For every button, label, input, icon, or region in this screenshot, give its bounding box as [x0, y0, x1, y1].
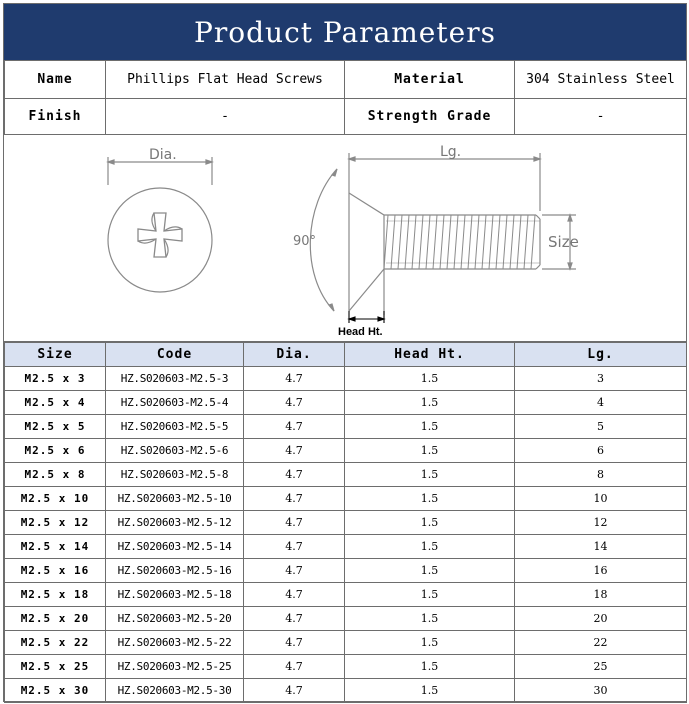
dia-cell: 4.7	[244, 511, 345, 535]
table-row	[5, 607, 687, 631]
head-ht-cell: 1.5	[345, 463, 515, 487]
table-row	[5, 415, 687, 439]
head-ht-label: Head Ht.	[338, 326, 383, 338]
table-row	[5, 487, 687, 511]
size-cell: M2.5 x 8	[5, 463, 106, 487]
head-ht-cell: 1.5	[345, 367, 515, 391]
table-row	[5, 559, 687, 583]
dia-cell: 4.7	[244, 655, 345, 679]
spec-table-body	[5, 367, 687, 703]
header-lg: Lg.	[515, 343, 687, 367]
size-label: Size	[548, 233, 579, 251]
code-cell: HZ.S020603-M2.5-4	[106, 391, 244, 415]
head-ht-cell: 1.5	[345, 655, 515, 679]
code-cell: HZ.S020603-M2.5-18	[106, 583, 244, 607]
dia-cell: 4.7	[244, 607, 345, 631]
dia-cell: 4.7	[244, 631, 345, 655]
code-cell: HZ.S020603-M2.5-10	[106, 487, 244, 511]
table-row	[5, 391, 687, 415]
size-cell: M2.5 x 25	[5, 655, 106, 679]
lg-cell: 5	[515, 415, 687, 439]
lg-cell: 4	[515, 391, 687, 415]
spec-table	[4, 342, 687, 703]
size-cell: M2.5 x 22	[5, 631, 106, 655]
code-cell: HZ.S020603-M2.5-20	[106, 607, 244, 631]
table-row	[5, 463, 687, 487]
code-cell: HZ.S020603-M2.5-3	[106, 367, 244, 391]
head-ht-cell: 1.5	[345, 631, 515, 655]
material-label: Material	[345, 61, 515, 99]
lg-cell: 12	[515, 511, 687, 535]
strength-grade-label: Strength Grade	[345, 99, 515, 135]
head-ht-cell: 1.5	[345, 535, 515, 559]
product-sheet	[3, 3, 687, 702]
head-ht-cell: 1.5	[345, 559, 515, 583]
screw-drawing	[4, 135, 686, 341]
head-ht-cell: 1.5	[345, 511, 515, 535]
size-cell: M2.5 x 10	[5, 487, 106, 511]
dia-cell: 4.7	[244, 679, 345, 703]
table-row	[5, 631, 687, 655]
size-cell: M2.5 x 3	[5, 367, 106, 391]
lg-cell: 18	[515, 583, 687, 607]
code-cell: HZ.S020603-M2.5-12	[106, 511, 244, 535]
code-cell: HZ.S020603-M2.5-22	[106, 631, 244, 655]
header-size: Size	[5, 343, 106, 367]
dia-cell: 4.7	[244, 583, 345, 607]
header-code: Code	[106, 343, 244, 367]
name-value: Phillips Flat Head Screws	[106, 61, 345, 99]
size-cell: M2.5 x 30	[5, 679, 106, 703]
dia-cell: 4.7	[244, 439, 345, 463]
code-cell: HZ.S020603-M2.5-6	[106, 439, 244, 463]
table-row	[5, 535, 687, 559]
lg-cell: 20	[515, 607, 687, 631]
code-cell: HZ.S020603-M2.5-8	[106, 463, 244, 487]
lg-cell: 25	[515, 655, 687, 679]
dia-cell: 4.7	[244, 391, 345, 415]
size-cell: M2.5 x 5	[5, 415, 106, 439]
finish-value: -	[106, 99, 345, 135]
table-row	[5, 439, 687, 463]
dia-cell: 4.7	[244, 535, 345, 559]
size-cell: M2.5 x 14	[5, 535, 106, 559]
angle-label: 90°	[293, 234, 317, 249]
size-cell: M2.5 x 12	[5, 511, 106, 535]
size-cell: M2.5 x 20	[5, 607, 106, 631]
table-row	[5, 679, 687, 703]
lg-cell: 14	[515, 535, 687, 559]
head-ht-cell: 1.5	[345, 487, 515, 511]
head-ht-cell: 1.5	[345, 391, 515, 415]
table-row	[5, 583, 687, 607]
info-table	[4, 60, 687, 135]
code-cell: HZ.S020603-M2.5-14	[106, 535, 244, 559]
lg-cell: 30	[515, 679, 687, 703]
code-cell: HZ.S020603-M2.5-16	[106, 559, 244, 583]
size-cell: M2.5 x 16	[5, 559, 106, 583]
table-row	[5, 511, 687, 535]
page-title: Product Parameters	[4, 4, 686, 60]
lg-label: Lg.	[440, 144, 462, 160]
head-ht-dimension	[349, 311, 384, 323]
name-label: Name	[5, 61, 106, 99]
spec-header-row	[5, 343, 687, 367]
header-head-ht: Head Ht.	[345, 343, 515, 367]
lg-cell: 8	[515, 463, 687, 487]
dia-cell: 4.7	[244, 367, 345, 391]
size-cell: M2.5 x 6	[5, 439, 106, 463]
dia-cell: 4.7	[244, 487, 345, 511]
code-cell: HZ.S020603-M2.5-25	[106, 655, 244, 679]
screw-diagram	[4, 134, 686, 342]
lg-cell: 6	[515, 439, 687, 463]
material-value: 304 Stainless Steel	[515, 61, 687, 99]
head-ht-cell: 1.5	[345, 607, 515, 631]
head-ht-cell: 1.5	[345, 439, 515, 463]
info-row	[5, 61, 687, 99]
table-row	[5, 655, 687, 679]
code-cell: HZ.S020603-M2.5-5	[106, 415, 244, 439]
dia-label: Dia.	[149, 147, 177, 163]
dia-cell: 4.7	[244, 415, 345, 439]
head-ht-cell: 1.5	[345, 679, 515, 703]
header-dia: Dia.	[244, 343, 345, 367]
lg-cell: 16	[515, 559, 687, 583]
lg-cell: 22	[515, 631, 687, 655]
code-cell: HZ.S020603-M2.5-30	[106, 679, 244, 703]
head-ht-cell: 1.5	[345, 583, 515, 607]
lg-cell: 10	[515, 487, 687, 511]
strength-grade-value: -	[515, 99, 687, 135]
size-cell: M2.5 x 18	[5, 583, 106, 607]
info-row	[5, 99, 687, 135]
dia-cell: 4.7	[244, 463, 345, 487]
screw-side-view	[310, 153, 576, 315]
head-top-view	[108, 157, 212, 292]
size-cell: M2.5 x 4	[5, 391, 106, 415]
table-row	[5, 367, 687, 391]
lg-cell: 3	[515, 367, 687, 391]
finish-label: Finish	[5, 99, 106, 135]
dia-cell: 4.7	[244, 559, 345, 583]
head-ht-cell: 1.5	[345, 415, 515, 439]
